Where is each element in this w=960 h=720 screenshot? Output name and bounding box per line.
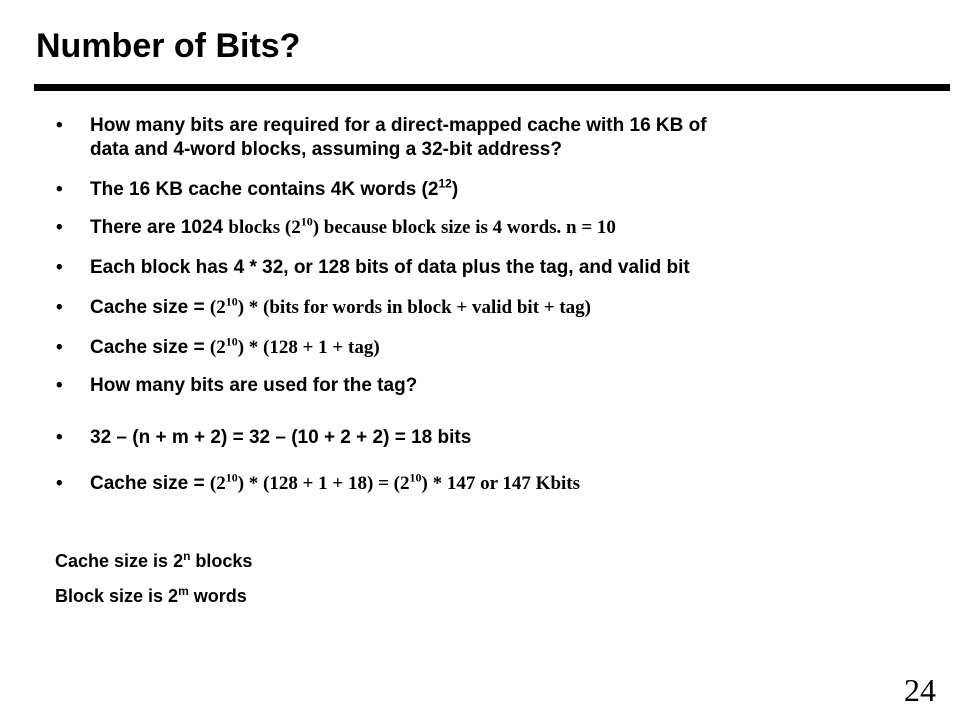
bullet-dot: • [56, 257, 63, 278]
bullet-text-line1: How many bits are required for a direct-mapped cache with 16 KB of [90, 115, 707, 136]
exponent: m [178, 584, 189, 598]
exponent: 12 [438, 176, 452, 191]
bullet-text: 32 – (n + m + 2) = 32 – (10 + 2 + 2) = 18 bits [90, 427, 472, 448]
bullet-text-serif: blocks (2 [228, 217, 301, 238]
bullet-dot: • [56, 337, 63, 358]
bullet-text: How many bits are used for the tag? [90, 375, 418, 396]
bullet-text: Cache size = [90, 337, 210, 358]
bullet-dot: • [56, 473, 63, 494]
exponent: 10 [300, 214, 313, 229]
bullet-text-serif-after: ) because block size is 4 words. n = 10 [312, 217, 616, 238]
bullet-text-after: ) [451, 179, 459, 200]
bullet-tag-calc [56, 426, 896, 450]
bullet-dot: • [56, 217, 63, 238]
note-text: Cache size is 2 [55, 551, 184, 571]
bullet-dot: • [56, 179, 63, 200]
note-text: Block size is 2 [55, 586, 179, 606]
bullet-text-serif: (2 [209, 337, 226, 358]
bullet-text-line2: data and 4-word blocks, assuming a 32-bit address? [90, 139, 562, 160]
bullet-text-serif-after: ) * 147 or 147 Kbits [421, 473, 581, 494]
bullet-dot: • [56, 115, 63, 136]
note-text-after: words [188, 586, 247, 606]
bullet-text-serif-after: ) * (128 + 1 + tag) [237, 337, 380, 358]
note-cache-size [55, 549, 252, 573]
exponent: 10 [409, 470, 422, 485]
bullet-text: The 16 KB cache contains 4K words (2 [90, 179, 439, 200]
bullet-block-bits [56, 256, 896, 280]
bullet-dot: • [56, 297, 63, 318]
bullet-cache-size-formula [56, 296, 896, 320]
bullet-text-serif-mid: ) * (128 + 1 + 18) = (2 [237, 473, 410, 494]
exponent: 10 [225, 294, 238, 309]
bullet-text: Cache size = [90, 473, 210, 494]
bullet-question [56, 114, 896, 162]
bullet-dot: • [56, 427, 63, 448]
page-number: 24 [904, 672, 936, 708]
bullet-text-serif-after: ) * (bits for words in block + valid bit + tag) [237, 297, 592, 318]
bullet-text: Cache size = [90, 297, 210, 318]
bullet-dot: • [56, 375, 63, 396]
bullet-text-serif: (2 [209, 473, 226, 494]
note-text-after: blocks [190, 551, 253, 571]
title-underline [34, 84, 950, 91]
slide-title: Number of Bits? [36, 27, 301, 65]
bullet-text: There are 1024 [90, 217, 229, 238]
bullet-cache-words [56, 178, 896, 202]
bullet-cache-size-partial [56, 336, 896, 360]
note-block-size [55, 584, 247, 608]
bullet-block-count [56, 216, 896, 240]
bullet-text-serif: (2 [209, 297, 226, 318]
exponent: 10 [225, 470, 238, 485]
exponent: 10 [225, 334, 238, 349]
bullet-text: Each block has 4 * 32, or 128 bits of data plus the tag, and valid bit [90, 257, 690, 278]
bullet-tag-question [56, 374, 896, 398]
bullet-cache-size-final [56, 472, 896, 496]
exponent: n [183, 549, 191, 563]
